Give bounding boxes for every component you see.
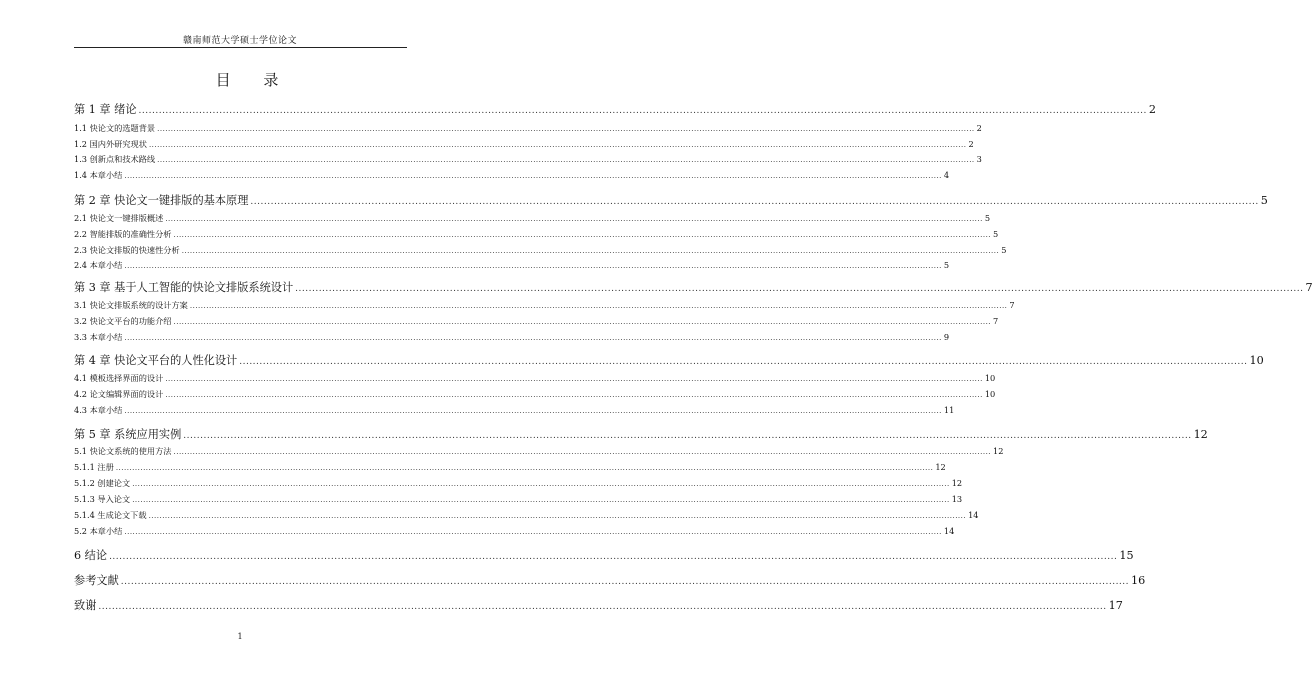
toc-entry-label: 2.3 快论文排版的快速性分析 [74,245,180,255]
toc-dot-leader: ............................................................................................................................................................................................................................................................................................................ [124,172,942,180]
toc-dot-leader: ............................................................................................................................................................................................................................................................................................................ [165,375,983,383]
toc-entry-page: 10 [984,373,996,383]
toc-dot-leader: ............................................................................................................................................................................................................................................................................................................ [124,407,942,415]
toc-entry-label: 1.2 国内外研究现状 [74,139,147,149]
toc-entry-label: 3.1 快论文排版系统的设计方案 [74,300,188,310]
toc-entry-page: 7 [1009,300,1015,310]
toc-dot-leader: ............................................................................................................................................................................................................................................................................................................ [239,357,1248,367]
toc-entry-page: 9 [943,332,950,342]
toc-dot-leader: ............................................................................................................................................................................................................................................................................................................ [165,391,983,399]
toc-entry-label: 第 4 章 快论文平台的人性化设计 [74,354,238,367]
header-divider [74,47,407,48]
toc-entry-label: 5.1.2 创建论文 [74,478,131,488]
toc-entry-page: 5 [1001,245,1007,255]
toc-dot-leader: ............................................................................................................................................................................................................................................................................................................ [148,141,967,149]
toc-dot-leader: ............................................................................................................................................................................................................................................................................................................ [173,318,992,326]
toc-entry-page: 11 [943,405,955,415]
toc-entry-page: 17 [1108,599,1123,612]
toc-section-entry[interactable] [74,494,963,505]
toc-entry-page: 2 [976,123,982,133]
toc-entry-label: 6 结论 [74,549,108,562]
toc-section-entry[interactable] [74,405,955,416]
toc-section-entry[interactable] [74,123,982,134]
toc-entry-page: 13 [951,494,963,504]
toc-section-entry[interactable] [74,526,955,537]
toc-entry-page: 5 [943,260,950,270]
toc-section-entry[interactable] [74,229,999,240]
toc-entry-label: 5.2 本章小结 [74,526,123,536]
running-header: 赣南师范大学硕士学位论文 [182,36,297,46]
toc-entry-label: 5.1.1 注册 [74,462,114,472]
toc-section-entry[interactable] [74,462,946,473]
toc-dot-leader: ............................................................................................................................................................................................................................................................................................................ [148,512,967,520]
toc-section-entry[interactable] [74,170,950,181]
toc-entry-label: 3.2 快论文平台的功能介绍 [74,316,172,326]
toc-dot-leader: ............................................................................................................................................................................................................................................................................................................ [173,448,992,456]
toc-section-entry[interactable] [74,300,1015,311]
toc-section-entry[interactable] [74,373,996,384]
toc-section-entry[interactable] [74,478,963,489]
toc-chapter-entry[interactable] [74,352,1264,368]
toc-chapter-entry[interactable] [74,192,1268,208]
toc-entry-label: 致谢 [74,599,97,612]
toc-dot-leader: ............................................................................................................................................................................................................................................................................................................ [189,302,1008,310]
toc-dot-leader: ............................................................................................................................................................................................................................................................................................................ [120,577,1130,587]
toc-section-entry[interactable] [74,139,974,150]
toc-dot-leader: ............................................................................................................................................................................................................................................................................................................ [157,156,975,164]
page-title: 目 录 [215,71,293,89]
toc-entry-page: 2 [1148,103,1156,116]
toc-dot-leader: ............................................................................................................................................................................................................................................................................................................ [250,197,1259,207]
toc-dot-leader: ............................................................................................................................................................................................................................................................................................................ [109,552,1118,562]
toc-entry-page: 7 [993,316,999,326]
toc-dot-leader: ............................................................................................................................................................................................................................................................................................................ [173,231,992,239]
toc-entry-label: 1.1 快论文的选题背景 [74,123,156,133]
toc-entry-label: 1.3 创新点和技术路线 [74,154,156,164]
toc-dot-leader: ............................................................................................................................................................................................................................................................................................................ [183,431,1192,441]
toc-entry-label: 2.4 本章小结 [74,260,123,270]
toc-entry-label: 2.2 智能排版的准确性分析 [74,229,172,239]
toc-entry-page: 10 [1249,354,1264,367]
toc-dot-leader: ............................................................................................................................................................................................................................................................................................................ [124,528,942,536]
toc-entry-label: 3.3 本章小结 [74,332,123,342]
toc-dot-leader: ............................................................................................................................................................................................................................................................................................................ [124,262,942,270]
toc-dot-leader: ............................................................................................................................................................................................................................................................................................................ [98,602,1107,612]
toc-dot-leader: ............................................................................................................................................................................................................................................................................................................ [295,284,1304,294]
toc-entry-label: 5.1.4 生成论文下载 [74,510,147,520]
toc-chapter-entry[interactable] [74,547,1134,563]
toc-entry-page: 12 [935,462,946,472]
toc-entry-label: 第 3 章 基于人工智能的快论文排版系统设计 [74,281,294,294]
toc-entry-page: 4 [943,170,950,180]
toc-dot-leader: ............................................................................................................................................................................................................................................................................................................ [138,106,1147,116]
toc-entry-label: 4.3 本章小结 [74,405,123,415]
toc-section-entry[interactable] [74,446,1004,457]
toc-section-entry[interactable] [74,389,996,400]
toc-entry-page: 2 [968,139,974,149]
toc-entry-label: 参考文献 [74,574,119,587]
toc-dot-leader: ............................................................................................................................................................................................................................................................................................................ [124,334,942,342]
toc-entry-page: 14 [943,526,955,536]
toc-chapter-entry[interactable] [74,101,1156,117]
toc-entry-page: 5 [1260,194,1268,207]
toc-entry-label: 4.1 模板选择界面的设计 [74,373,164,383]
toc-dot-leader: ............................................................................................................................................................................................................................................................................................................ [132,496,950,504]
toc-entry-label: 第 5 章 系统应用实例 [74,428,182,441]
toc-entry-page: 3 [976,154,982,164]
toc-dot-leader: ............................................................................................................................................................................................................................................................................................................ [181,247,1000,255]
toc-entry-page: 5 [984,213,991,223]
page-number: 1 [237,632,243,641]
toc-dot-leader: ............................................................................................................................................................................................................................................................................................................ [165,215,983,223]
toc-section-entry[interactable] [74,245,1007,256]
toc-dot-leader: ............................................................................................................................................................................................................................................................................................................ [132,480,950,488]
toc-entry-page: 15 [1119,549,1134,562]
toc-chapter-entry[interactable] [74,572,1146,588]
toc-entry-page: 7 [1305,281,1313,294]
toc-entry-label: 2.1 快论文一键排版概述 [74,213,164,223]
toc-entry-page: 12 [993,446,1004,456]
toc-section-entry[interactable] [74,332,950,343]
toc-entry-label: 5.1 快论文系统的使用方法 [74,446,172,456]
toc-entry-label: 第 1 章 绪论 [74,103,137,116]
toc-entry-page: 5 [993,229,999,239]
toc-section-entry[interactable] [74,510,979,521]
toc-entry-page: 10 [984,389,996,399]
toc-chapter-entry[interactable] [74,426,1208,442]
toc-entry-page: 16 [1131,574,1146,587]
toc-dot-leader: ............................................................................................................................................................................................................................................................................................................ [115,464,934,472]
toc-section-entry[interactable] [74,213,991,224]
toc-entry-label: 1.4 本章小结 [74,170,123,180]
toc-section-entry[interactable] [74,260,950,271]
toc-dot-leader: ............................................................................................................................................................................................................................................................................................................ [157,125,975,133]
toc-entry-page: 12 [951,478,963,488]
toc-section-entry[interactable] [74,154,982,165]
toc-entry-label: 4.2 论文编辑界面的设计 [74,389,164,399]
toc-entry-label: 5.1.3 导入论文 [74,494,131,504]
toc-entry-page: 12 [1193,428,1208,441]
toc-section-entry[interactable] [74,316,999,327]
toc-chapter-entry[interactable] [74,279,1313,295]
toc-entry-label: 第 2 章 快论文一键排版的基本原理 [74,194,249,207]
toc-chapter-entry[interactable] [74,597,1123,613]
toc-entry-page: 14 [968,510,979,520]
